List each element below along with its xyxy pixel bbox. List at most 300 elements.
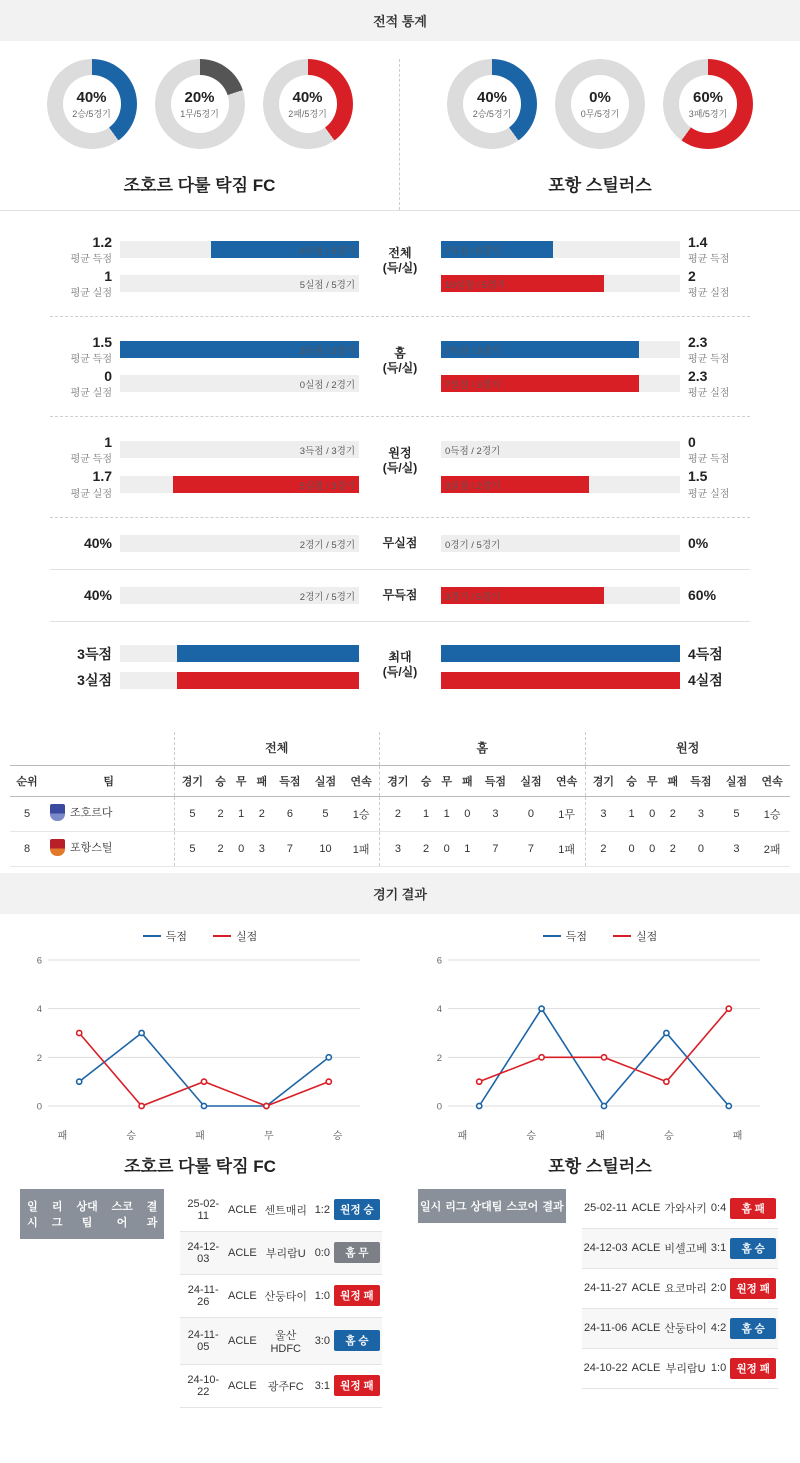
match-league: ACLE — [630, 1348, 663, 1388]
stat-bar-fill-left — [177, 645, 359, 662]
col-all-0: 경기 — [174, 765, 210, 796]
stat-left-labels — [50, 672, 120, 688]
svg-text:2: 2 — [36, 1052, 42, 1064]
row-home-3: 0 — [457, 796, 478, 831]
stat-left-caption: 평균 득점 — [70, 354, 112, 366]
row-home-2: 1 — [436, 796, 457, 831]
stat-right-value: 4실점 — [688, 672, 723, 689]
match-col-4: 결과 — [140, 1189, 165, 1239]
match-result — [728, 1308, 778, 1348]
match-result — [728, 1348, 778, 1388]
row-away-1: 1 — [621, 796, 642, 831]
match-col-0: 일시 — [20, 1189, 45, 1239]
stat-bar-caption-right: 3경기 / 5경기 — [445, 591, 501, 603]
donut-subtext: 2승/5경기 — [472, 108, 512, 119]
match-date: 24-12-03 — [582, 1228, 630, 1268]
match-body-right — [582, 1189, 779, 1389]
stat-group — [50, 570, 750, 622]
match-opponent[interactable]: 가와사키 — [662, 1189, 709, 1229]
match-date: 25-02-11 — [582, 1189, 630, 1229]
match-score: 3:1 — [313, 1364, 332, 1407]
row-rank: 8 — [10, 831, 44, 866]
status-badge: 원정 패 — [730, 1278, 776, 1299]
legend-item-goals-right — [543, 928, 587, 944]
stat-bar-right — [441, 275, 680, 292]
stat-bar-left — [120, 275, 359, 292]
stat-right-value: 1.4 — [688, 234, 708, 250]
stat-bar-left — [120, 375, 359, 392]
x-tick-label: 패 — [595, 1130, 605, 1142]
group-all: 전체 — [174, 732, 380, 766]
status-badge: 홈 승 — [730, 1238, 776, 1259]
stat-group — [50, 518, 750, 570]
col-away-2: 무 — [642, 765, 663, 796]
chart-title-left: 조호르 다룰 탁짐 FC — [124, 1156, 276, 1176]
stat-bar-right — [441, 476, 680, 493]
row-away-4: 3 — [683, 796, 719, 831]
stat-right-labels — [680, 268, 750, 299]
match-result — [332, 1189, 382, 1232]
stat-bar-caption-right: 7득점 / 3경기 — [445, 346, 501, 358]
row-rank: 5 — [10, 796, 44, 831]
stat-right-labels — [680, 468, 750, 499]
table-row[interactable] — [180, 1364, 382, 1407]
col-rank: 순위 — [10, 765, 44, 796]
table-row[interactable] — [180, 1231, 382, 1274]
row-team-label: 포항스틸 — [70, 842, 113, 855]
table-row[interactable] — [582, 1268, 779, 1308]
status-badge: 원정 승 — [334, 1199, 380, 1220]
stat-bar-right — [441, 441, 680, 458]
stat-left-value: 1.2 — [92, 234, 112, 250]
stat-bar-right — [441, 587, 680, 604]
svg-text:6: 6 — [36, 955, 42, 967]
legend-label-conceded: 실점 — [636, 930, 658, 943]
match-opponent[interactable]: 부리람U — [662, 1348, 709, 1388]
stat-bar-caption-left: 6득점 / 5경기 — [299, 246, 355, 258]
match-opponent[interactable]: 산둥타이 — [259, 1274, 313, 1317]
match-col-0: 일시 — [418, 1189, 443, 1223]
row-home-1: 1 — [416, 796, 437, 831]
donut-center — [63, 75, 121, 133]
match-col-1: 리그 — [443, 1189, 468, 1223]
legend-item-conceded-left — [213, 928, 257, 944]
svg-text:2: 2 — [436, 1052, 442, 1064]
line-plot-left — [26, 950, 374, 1125]
donut-percent: 0% — [589, 88, 611, 106]
donut-center — [571, 75, 629, 133]
legend-label-goals: 득점 — [165, 930, 187, 943]
match-opponent[interactable]: 광주FC — [259, 1364, 313, 1407]
stat-mid-label: 전체 (득/실) — [382, 245, 418, 275]
row-home-0: 3 — [380, 831, 416, 866]
row-home-2: 0 — [436, 831, 457, 866]
stat-right-value: 60% — [688, 587, 717, 604]
stat-left-labels — [50, 234, 120, 265]
stat-row — [50, 434, 750, 475]
stat-row — [50, 535, 750, 552]
match-score: 1:0 — [709, 1348, 728, 1388]
match-score: 3:1 — [709, 1228, 728, 1268]
x-tick-label: 패 — [57, 1130, 68, 1142]
stat-right-value: 0% — [688, 535, 709, 552]
stat-bar-caption-right: 0득점 / 2경기 — [445, 446, 501, 458]
donut-subtext: 2승/5경기 — [72, 108, 111, 119]
stat-left-value: 1.7 — [92, 468, 112, 485]
col-away-4: 득점 — [683, 765, 719, 796]
row-team[interactable] — [44, 831, 174, 866]
stat-bar-left — [120, 341, 359, 358]
stat-group — [50, 217, 750, 317]
match-opponent[interactable]: 산둥타이 — [662, 1308, 709, 1348]
row-team[interactable] — [44, 796, 174, 831]
col-home-5: 실점 — [513, 765, 549, 796]
stat-left-labels — [50, 368, 120, 399]
stat-mid-label: 원정 (득/실) — [382, 445, 418, 475]
match-opponent[interactable]: 울산HDFC — [259, 1317, 313, 1364]
stats-section-header: 전적 통계 — [0, 0, 800, 41]
x-axis-labels-left — [26, 1127, 374, 1142]
stat-bar-left — [120, 476, 359, 493]
stat-left-value: 1 — [104, 434, 112, 451]
table-row[interactable] — [582, 1308, 779, 1348]
stat-bar-fill-right — [441, 672, 680, 689]
row-home-5: 7 — [513, 831, 549, 866]
row-home-6: 1무 — [549, 796, 585, 831]
row-all-1: 2 — [210, 796, 231, 831]
match-league: ACLE — [226, 1231, 259, 1274]
match-table-right-wrap — [408, 1189, 790, 1420]
group-home: 홈 — [380, 732, 586, 766]
standings-body — [10, 796, 790, 866]
status-badge: 원정 패 — [730, 1358, 776, 1379]
match-league: ACLE — [226, 1317, 259, 1364]
donut-percent: 40% — [292, 88, 323, 106]
stat-left-labels — [50, 468, 120, 499]
row-all-4: 6 — [272, 796, 308, 831]
row-away-6: 2패 — [754, 831, 790, 866]
col-team: 팀 — [44, 765, 174, 796]
stat-bar-caption-right: 7득점 / 5경기 — [445, 246, 501, 258]
row-all-2: 1 — [231, 796, 252, 831]
col-all-6: 연속 — [343, 765, 379, 796]
stat-bar-caption-left: 3득점 / 3경기 — [299, 446, 355, 458]
legend-item-conceded-right — [613, 928, 657, 944]
table-row[interactable] — [180, 1317, 382, 1364]
row-all-6: 1승 — [343, 796, 379, 831]
legend-swatch-goals-icon — [143, 935, 161, 937]
col-home-3: 패 — [457, 765, 478, 796]
col-all-5: 실점 — [308, 765, 344, 796]
stat-left-value: 40% — [83, 587, 112, 604]
table-row[interactable] — [180, 1274, 382, 1317]
donut-center — [463, 75, 521, 133]
stat-right-caption: 평균 득점 — [688, 354, 730, 366]
stat-bar-caption-right: 10실점 / 5경기 — [445, 280, 506, 292]
donut-row-right — [447, 59, 753, 149]
col-away-5: 실점 — [719, 765, 755, 796]
match-league: ACLE — [630, 1189, 663, 1229]
match-league: ACLE — [226, 1189, 259, 1232]
stat-right-caption: 평균 실점 — [688, 388, 730, 400]
match-league: ACLE — [226, 1274, 259, 1317]
row-all-5: 10 — [308, 831, 344, 866]
match-date: 25-02-11 — [180, 1189, 226, 1232]
row-all-3: 2 — [252, 796, 273, 831]
donut-chart — [47, 59, 137, 149]
row-all-1: 2 — [210, 831, 231, 866]
donut-percent: 40% — [76, 88, 107, 106]
match-opponent[interactable]: 요코마리 — [662, 1268, 709, 1308]
result-charts-area — [0, 914, 800, 1189]
match-league: ACLE — [630, 1308, 663, 1348]
stat-right-value: 2.3 — [688, 368, 708, 385]
match-result — [728, 1268, 778, 1308]
row-home-4: 7 — [478, 831, 514, 866]
stat-right-caption: 평균 득점 — [688, 454, 730, 466]
row-away-0: 3 — [585, 796, 621, 831]
stat-group — [50, 317, 750, 417]
stat-right-value: 4득점 — [688, 645, 723, 662]
stat-mid-label: 홈 (득/실) — [382, 345, 418, 375]
group-blank-team — [44, 732, 174, 766]
row-home-6: 1패 — [549, 831, 585, 866]
stat-left-value: 1 — [104, 268, 112, 285]
col-home-6: 연속 — [549, 765, 585, 796]
donut-chart — [155, 59, 245, 149]
match-score: 0:4 — [709, 1189, 728, 1229]
match-result — [728, 1189, 778, 1229]
col-home-2: 무 — [436, 765, 457, 796]
row-away-5: 3 — [719, 831, 755, 866]
svg-text:4: 4 — [436, 1003, 442, 1015]
table-row[interactable] — [582, 1348, 779, 1388]
match-result — [332, 1364, 382, 1407]
match-score: 4:2 — [709, 1308, 728, 1348]
status-badge: 홈 승 — [334, 1330, 380, 1351]
stat-right-labels — [680, 434, 750, 465]
legend-label-conceded: 실점 — [236, 930, 258, 943]
stat-bar-caption-right: 7실점 / 3경기 — [445, 380, 501, 392]
status-badge: 홈 패 — [730, 1198, 776, 1219]
match-tables-area — [0, 1189, 800, 1432]
stat-bar-left — [120, 441, 359, 458]
row-home-4: 3 — [478, 796, 514, 831]
stat-right-labels — [680, 646, 750, 662]
donut-center — [171, 75, 229, 133]
row-all-0: 5 — [174, 831, 210, 866]
stat-row — [50, 639, 750, 679]
match-score: 3:0 — [313, 1317, 332, 1364]
x-tick-label: 무 — [263, 1130, 274, 1142]
stat-right-caption: 평균 득점 — [688, 254, 730, 266]
stat-right-value: 1.5 — [688, 468, 708, 485]
legend-swatch-goals-icon — [543, 935, 561, 937]
stat-right-value: 2.3 — [688, 334, 708, 351]
stat-comparison-list — [0, 210, 800, 714]
col-all-2: 무 — [231, 765, 252, 796]
col-all-4: 득점 — [272, 765, 308, 796]
stat-left-value: 3득점 — [77, 645, 112, 662]
table-row[interactable] — [180, 1189, 382, 1232]
stat-left-labels — [50, 535, 120, 551]
match-col-2: 상대팀 — [469, 1189, 505, 1223]
svg-text:6: 6 — [436, 955, 442, 967]
group-blank-rank — [10, 732, 44, 766]
stat-right-labels — [680, 587, 750, 603]
team-crest-icon — [50, 804, 65, 821]
donut-row-left — [47, 59, 353, 149]
stat-bar-right — [441, 341, 680, 358]
stat-bar-left — [120, 672, 359, 689]
col-all-1: 승 — [210, 765, 231, 796]
donut-group-left — [0, 59, 400, 210]
stat-right-caption: 평균 실점 — [688, 288, 730, 300]
legend-swatch-conceded-icon — [613, 935, 631, 937]
stat-row — [50, 587, 750, 604]
row-away-0: 2 — [585, 831, 621, 866]
x-tick-label: 승 — [332, 1130, 343, 1142]
row-all-5: 5 — [308, 796, 344, 831]
row-all-3: 3 — [252, 831, 273, 866]
row-all-4: 7 — [272, 831, 308, 866]
match-score: 1:0 — [313, 1274, 332, 1317]
col-home-4: 득점 — [478, 765, 514, 796]
row-all-6: 1패 — [343, 831, 379, 866]
stat-bar-right — [441, 645, 680, 662]
team-crest-icon — [50, 839, 65, 856]
legend-label-goals: 득점 — [565, 930, 587, 943]
stat-bar-fill-right — [441, 645, 680, 662]
status-badge: 홈 승 — [730, 1318, 776, 1339]
match-date: 24-10-22 — [582, 1348, 630, 1388]
stat-left-labels — [50, 587, 120, 603]
stat-bar-left — [120, 241, 359, 258]
stat-bar-caption-left: 2경기 / 5경기 — [299, 539, 355, 551]
x-tick-label: 승 — [663, 1130, 674, 1142]
table-row[interactable] — [10, 831, 790, 866]
row-all-2: 0 — [231, 831, 252, 866]
match-league: ACLE — [630, 1268, 663, 1308]
stat-bar-caption-left: 5실점 / 3경기 — [299, 480, 355, 492]
match-opponent[interactable]: 비셀고베 — [662, 1228, 709, 1268]
svg-text:0: 0 — [36, 1101, 42, 1113]
match-col-2: 상대팀 — [70, 1189, 105, 1239]
match-table-right — [408, 1189, 790, 1401]
table-row[interactable] — [10, 796, 790, 831]
donut-percent: 60% — [692, 88, 724, 106]
row-away-6: 1승 — [754, 796, 790, 831]
stat-bar-right — [441, 672, 680, 689]
stat-bar-left — [120, 645, 359, 662]
stat-right-caption: 평균 실점 — [688, 488, 730, 500]
stat-left-caption: 평균 득점 — [70, 254, 112, 266]
x-tick-label: 승 — [126, 1130, 137, 1142]
x-tick-label: 패 — [732, 1130, 743, 1142]
stat-bar-caption-left: 5실점 / 5경기 — [299, 280, 355, 292]
stat-row — [50, 334, 750, 375]
chart-legend-right — [400, 928, 800, 944]
col-away-0: 경기 — [585, 765, 621, 796]
match-date: 24-11-27 — [582, 1268, 630, 1308]
row-away-3: 2 — [663, 796, 684, 831]
legend-swatch-conceded-icon — [213, 935, 231, 937]
stat-left-caption: 평균 득점 — [70, 454, 112, 466]
match-league: ACLE — [226, 1364, 259, 1407]
stat-right-value: 0 — [688, 434, 696, 451]
donut-chart — [447, 59, 537, 149]
stat-bar-right — [441, 241, 680, 258]
stat-right-labels — [680, 672, 750, 688]
match-table-left — [10, 1189, 392, 1420]
x-tick-label: 패 — [195, 1130, 205, 1142]
status-badge: 원정 패 — [334, 1375, 380, 1396]
stat-right-labels — [680, 535, 750, 551]
row-all-0: 5 — [174, 796, 210, 831]
row-team-label: 조호르다 — [70, 807, 113, 820]
team-name-right: 포항 스틸러스 — [548, 176, 652, 195]
row-home-5: 0 — [513, 796, 549, 831]
stat-bar-left — [120, 587, 359, 604]
stat-left-value: 0 — [104, 368, 112, 385]
standings-group-header-row — [10, 732, 790, 766]
stat-bar-caption-right: 0경기 / 5경기 — [445, 539, 501, 551]
match-date: 24-11-05 — [180, 1317, 226, 1364]
result-chart-left — [0, 928, 400, 1189]
match-result — [728, 1228, 778, 1268]
results-section-header: 경기 결과 — [0, 873, 800, 914]
line-plot-right — [426, 950, 774, 1125]
donut-chart — [263, 59, 353, 149]
row-away-3: 2 — [663, 831, 684, 866]
table-row[interactable] — [582, 1228, 779, 1268]
stat-right-labels — [680, 334, 750, 365]
team-name-left: 조호르 다룰 탁짐 FC — [123, 176, 276, 195]
donut-summary-area — [0, 41, 800, 210]
stat-bar-caption-left: 2경기 / 5경기 — [299, 591, 355, 603]
col-all-3: 패 — [252, 765, 273, 796]
group-away: 원정 — [676, 740, 700, 755]
donut-center — [279, 75, 337, 133]
row-home-0: 2 — [380, 796, 416, 831]
match-result — [332, 1231, 382, 1274]
stat-mid-label: 최대 (득/실) — [382, 649, 418, 679]
row-home-3: 1 — [457, 831, 478, 866]
stat-right-labels — [680, 368, 750, 399]
stat-left-value: 3실점 — [77, 672, 112, 689]
x-axis-labels-right — [426, 1127, 774, 1142]
row-away-1: 0 — [621, 831, 642, 866]
stat-right-value: 2 — [688, 268, 696, 285]
col-away-1: 승 — [621, 765, 642, 796]
table-row[interactable] — [582, 1189, 779, 1229]
stat-left-labels — [50, 646, 120, 662]
match-opponent[interactable]: 부리람U — [259, 1231, 313, 1274]
stat-row — [50, 234, 750, 275]
stat-bar-right — [441, 535, 680, 552]
donut-group-right — [400, 59, 800, 210]
match-col-1: 리그 — [45, 1189, 70, 1239]
donut-chart — [663, 59, 753, 149]
row-away-5: 5 — [719, 796, 755, 831]
x-tick-label: 승 — [526, 1130, 537, 1142]
row-home-1: 2 — [416, 831, 437, 866]
match-opponent[interactable]: 센트매리 — [259, 1189, 313, 1232]
stat-group — [50, 417, 750, 517]
match-table-left-wrap — [10, 1189, 392, 1420]
standings-table-wrap — [0, 714, 800, 873]
stat-bar-caption-left: 0실점 / 2경기 — [299, 380, 355, 392]
